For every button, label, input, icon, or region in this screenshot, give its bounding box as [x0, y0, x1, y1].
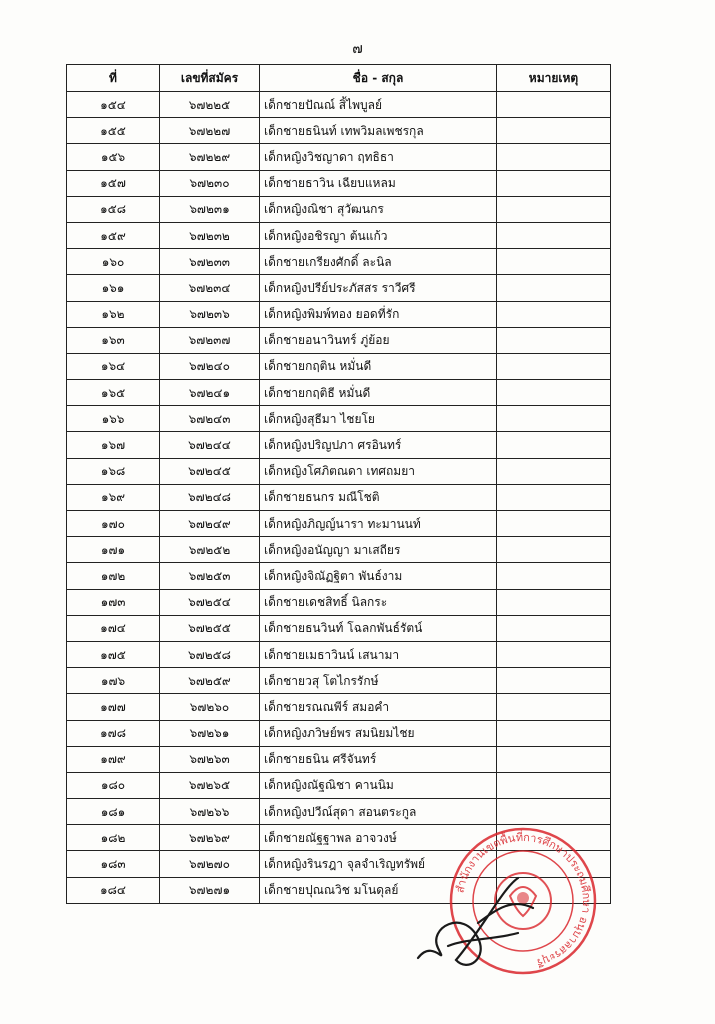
application-number: ๖๗๒๔๕	[160, 458, 260, 484]
header-remarks: หมายเหตุ	[497, 65, 611, 92]
row-number: ๑๗๑	[67, 537, 160, 563]
remarks	[497, 458, 611, 484]
table-row	[67, 222, 611, 248]
application-number: ๖๗๒๒๕	[160, 92, 260, 118]
table-row	[67, 694, 611, 720]
row-number: ๑๕๙	[67, 222, 160, 248]
application-number: ๖๗๒๕๕	[160, 615, 260, 641]
application-number: ๖๗๒๔๑	[160, 380, 260, 406]
row-number: ๑๗๙	[67, 746, 160, 772]
header-full-name: ชื่อ - สกุล	[260, 65, 497, 92]
student-name: เด็กหญิงณิชา สุวัฒนกร	[260, 196, 497, 222]
row-number: ๑๘๐	[67, 772, 160, 798]
student-name: เด็กหญิงอชิรญา ต้นแก้ว	[260, 222, 497, 248]
row-number: ๑๗๖	[67, 668, 160, 694]
table-row	[67, 484, 611, 510]
row-number: ๑๘๓	[67, 851, 160, 877]
row-number: ๑๖๖	[67, 406, 160, 432]
table-row	[67, 511, 611, 537]
student-name: เด็กชายธนินท์ เทพวิมลเพชรกุล	[260, 118, 497, 144]
table-row	[67, 92, 611, 118]
page-number: ๗	[352, 41, 363, 57]
row-number: ๑๕๖	[67, 144, 160, 170]
remarks	[497, 589, 611, 615]
row-number: ๑๖๘	[67, 458, 160, 484]
remarks	[497, 641, 611, 667]
table-row	[67, 720, 611, 746]
application-number: ๖๗๒๕๘	[160, 641, 260, 667]
application-number: ๖๗๒๗๐	[160, 851, 260, 877]
row-number: ๑๖๓	[67, 327, 160, 353]
student-name: เด็กชายปัณณ์ สิ้ไพบูลย์	[260, 92, 497, 118]
remarks	[497, 353, 611, 379]
student-name: เด็กหญิงปริญปภา ศรอินทร์	[260, 432, 497, 458]
application-number: ๖๗๒๕๙	[160, 668, 260, 694]
student-name: เด็กชายณัฐฐาพล อาจวงษ์	[260, 825, 497, 851]
row-number: ๑๖๐	[67, 249, 160, 275]
remarks	[497, 799, 611, 825]
table-row	[67, 170, 611, 196]
row-number: ๑๘๒	[67, 825, 160, 851]
row-number: ๑๖๑	[67, 275, 160, 301]
row-number: ๑๗๐	[67, 511, 160, 537]
remarks	[497, 432, 611, 458]
student-name: เด็กหญิงอนัญญา มาเสถียร	[260, 537, 497, 563]
remarks	[497, 615, 611, 641]
student-name: เด็กชายเดชสิทธิ์ นิลกระ	[260, 589, 497, 615]
student-name: เด็กหญิงพิมพ์ทอง ยอดที่รัก	[260, 301, 497, 327]
student-name: เด็กชายธนกร มณีโชติ	[260, 484, 497, 510]
row-number: ๑๘๔	[67, 877, 160, 903]
row-number: ๑๖๗	[67, 432, 160, 458]
application-number: ๖๗๒๖๓	[160, 746, 260, 772]
application-number: ๖๗๒๖๑	[160, 720, 260, 746]
table-row	[67, 799, 611, 825]
table-row	[67, 458, 611, 484]
remarks	[497, 301, 611, 327]
application-number: ๖๗๒๖๐	[160, 694, 260, 720]
row-number: ๑๖๙	[67, 484, 160, 510]
table-row	[67, 144, 611, 170]
student-name: เด็กชายกฤติน หมั่นดี	[260, 353, 497, 379]
remarks	[497, 118, 611, 144]
table-row	[67, 196, 611, 222]
application-number: ๖๗๒๓๐	[160, 170, 260, 196]
table-row	[67, 641, 611, 667]
row-number: ๑๕๘	[67, 196, 160, 222]
student-name: เด็กหญิงโศภิตณดา เทศถมยา	[260, 458, 497, 484]
application-number: ๖๗๒๓๖	[160, 301, 260, 327]
row-number: ๑๗๓	[67, 589, 160, 615]
application-number: ๖๗๒๓๒	[160, 222, 260, 248]
student-name: เด็กชายอนาวินทร์ ภู่ย้อย	[260, 327, 497, 353]
header-number: ที่	[67, 65, 160, 92]
remarks	[497, 406, 611, 432]
row-number: ๑๗๕	[67, 641, 160, 667]
remarks	[497, 144, 611, 170]
table-row	[67, 589, 611, 615]
remarks	[497, 694, 611, 720]
application-number: ๖๗๒๔๔	[160, 432, 260, 458]
student-name: เด็กชายธาวิน เฉียบแหลม	[260, 170, 497, 196]
application-number: ๖๗๒๔๐	[160, 353, 260, 379]
remarks	[497, 275, 611, 301]
application-number: ๖๗๒๓๑	[160, 196, 260, 222]
student-name: เด็กชายรณณพีร์ สมอคำ	[260, 694, 497, 720]
row-number: ๑๖๔	[67, 353, 160, 379]
application-number: ๖๗๒๓๗	[160, 327, 260, 353]
table-row	[67, 353, 611, 379]
application-number: ๖๗๒๖๖	[160, 799, 260, 825]
row-number: ๑๕๗	[67, 170, 160, 196]
table-row	[67, 275, 611, 301]
table-row	[67, 118, 611, 144]
remarks	[497, 484, 611, 510]
table-row	[67, 668, 611, 694]
application-number: ๖๗๒๕๔	[160, 589, 260, 615]
student-name: เด็กหญิงปรีย์ประภัสสร ราวีศรี	[260, 275, 497, 301]
student-name: เด็กหญิงณัฐณิชา คานนิม	[260, 772, 497, 798]
row-number: ๑๖๕	[67, 380, 160, 406]
table-row	[67, 406, 611, 432]
student-name: เด็กชายวสุ โตไกรรักษ์	[260, 668, 497, 694]
remarks	[497, 668, 611, 694]
table-row	[67, 746, 611, 772]
row-number: ๑๕๕	[67, 118, 160, 144]
student-name: เด็กหญิงรินรฎา จุลจำเริญทรัพย์	[260, 851, 497, 877]
table-row	[67, 301, 611, 327]
table-row	[67, 327, 611, 353]
row-number: ๑๗๘	[67, 720, 160, 746]
table-row	[67, 615, 611, 641]
remarks	[497, 249, 611, 275]
table-row	[67, 772, 611, 798]
remarks	[497, 720, 611, 746]
remarks	[497, 563, 611, 589]
student-name: เด็กชายธนวินท์ โฉลกพันธ์รัตน์	[260, 615, 497, 641]
application-number: ๖๗๒๕๓	[160, 563, 260, 589]
header-application-no: เลขที่สมัคร	[160, 65, 260, 92]
row-number: ๑๖๒	[67, 301, 160, 327]
student-name: เด็กชายธนิน ศรีจันทร์	[260, 746, 497, 772]
table-row	[67, 537, 611, 563]
application-number: ๖๗๒๕๒	[160, 537, 260, 563]
row-number: ๑๗๒	[67, 563, 160, 589]
student-name: เด็กชายกฤติธี หมั่นดี	[260, 380, 497, 406]
table-row	[67, 249, 611, 275]
student-name: เด็กหญิงจิณัฏฐิตา พันธ์งาม	[260, 563, 497, 589]
application-number: ๖๗๒๗๑	[160, 877, 260, 903]
student-name: เด็กหญิงภวิษย์พร สมนิยมไชย	[260, 720, 497, 746]
student-name: เด็กชายเกรียงศักดิ์ ละนิล	[260, 249, 497, 275]
remarks	[497, 511, 611, 537]
remarks	[497, 537, 611, 563]
application-number: ๖๗๒๔๓	[160, 406, 260, 432]
application-number: ๖๗๒๖๙	[160, 825, 260, 851]
table-row	[67, 380, 611, 406]
application-number: ๖๗๒๒๗	[160, 118, 260, 144]
student-name: เด็กหญิงภิญญ์นารา ทะมานนท์	[260, 511, 497, 537]
application-number: ๖๗๒๓๔	[160, 275, 260, 301]
student-name: เด็กหญิงวิชญาดา ฤทธิธา	[260, 144, 497, 170]
remarks	[497, 746, 611, 772]
application-number: ๖๗๒๔๘	[160, 484, 260, 510]
row-number: ๑๕๔	[67, 92, 160, 118]
handwritten-signature	[408, 868, 548, 978]
student-name: เด็กหญิงสุธีมา ไชยโย	[260, 406, 497, 432]
remarks	[497, 772, 611, 798]
application-number: ๖๗๒๓๓	[160, 249, 260, 275]
application-number: ๖๗๒๔๙	[160, 511, 260, 537]
student-roster-table	[66, 64, 611, 904]
remarks	[497, 222, 611, 248]
table-header-row	[67, 65, 611, 92]
student-name: เด็กชายปุณณวิช มโนดุลย์	[260, 877, 497, 903]
remarks	[497, 170, 611, 196]
remarks	[497, 196, 611, 222]
row-number: ๑๗๗	[67, 694, 160, 720]
remarks	[497, 327, 611, 353]
svg-text:สำนักงานเขตพื้นที่การศึกษาประถ: สำนักงานเขตพื้นที่การศึกษาประถมศึกษา อนุบาลสระบุรี	[453, 830, 594, 970]
table-row	[67, 563, 611, 589]
remarks	[497, 92, 611, 118]
application-number: ๖๗๒๖๕	[160, 772, 260, 798]
row-number: ๑๗๔	[67, 615, 160, 641]
table-row	[67, 432, 611, 458]
student-name: เด็กหญิงปวีณ์สุดา สอนตระกูล	[260, 799, 497, 825]
application-number: ๖๗๒๒๙	[160, 144, 260, 170]
row-number: ๑๘๑	[67, 799, 160, 825]
student-name: เด็กชายเมธาวินน์ เสนามา	[260, 641, 497, 667]
remarks	[497, 380, 611, 406]
